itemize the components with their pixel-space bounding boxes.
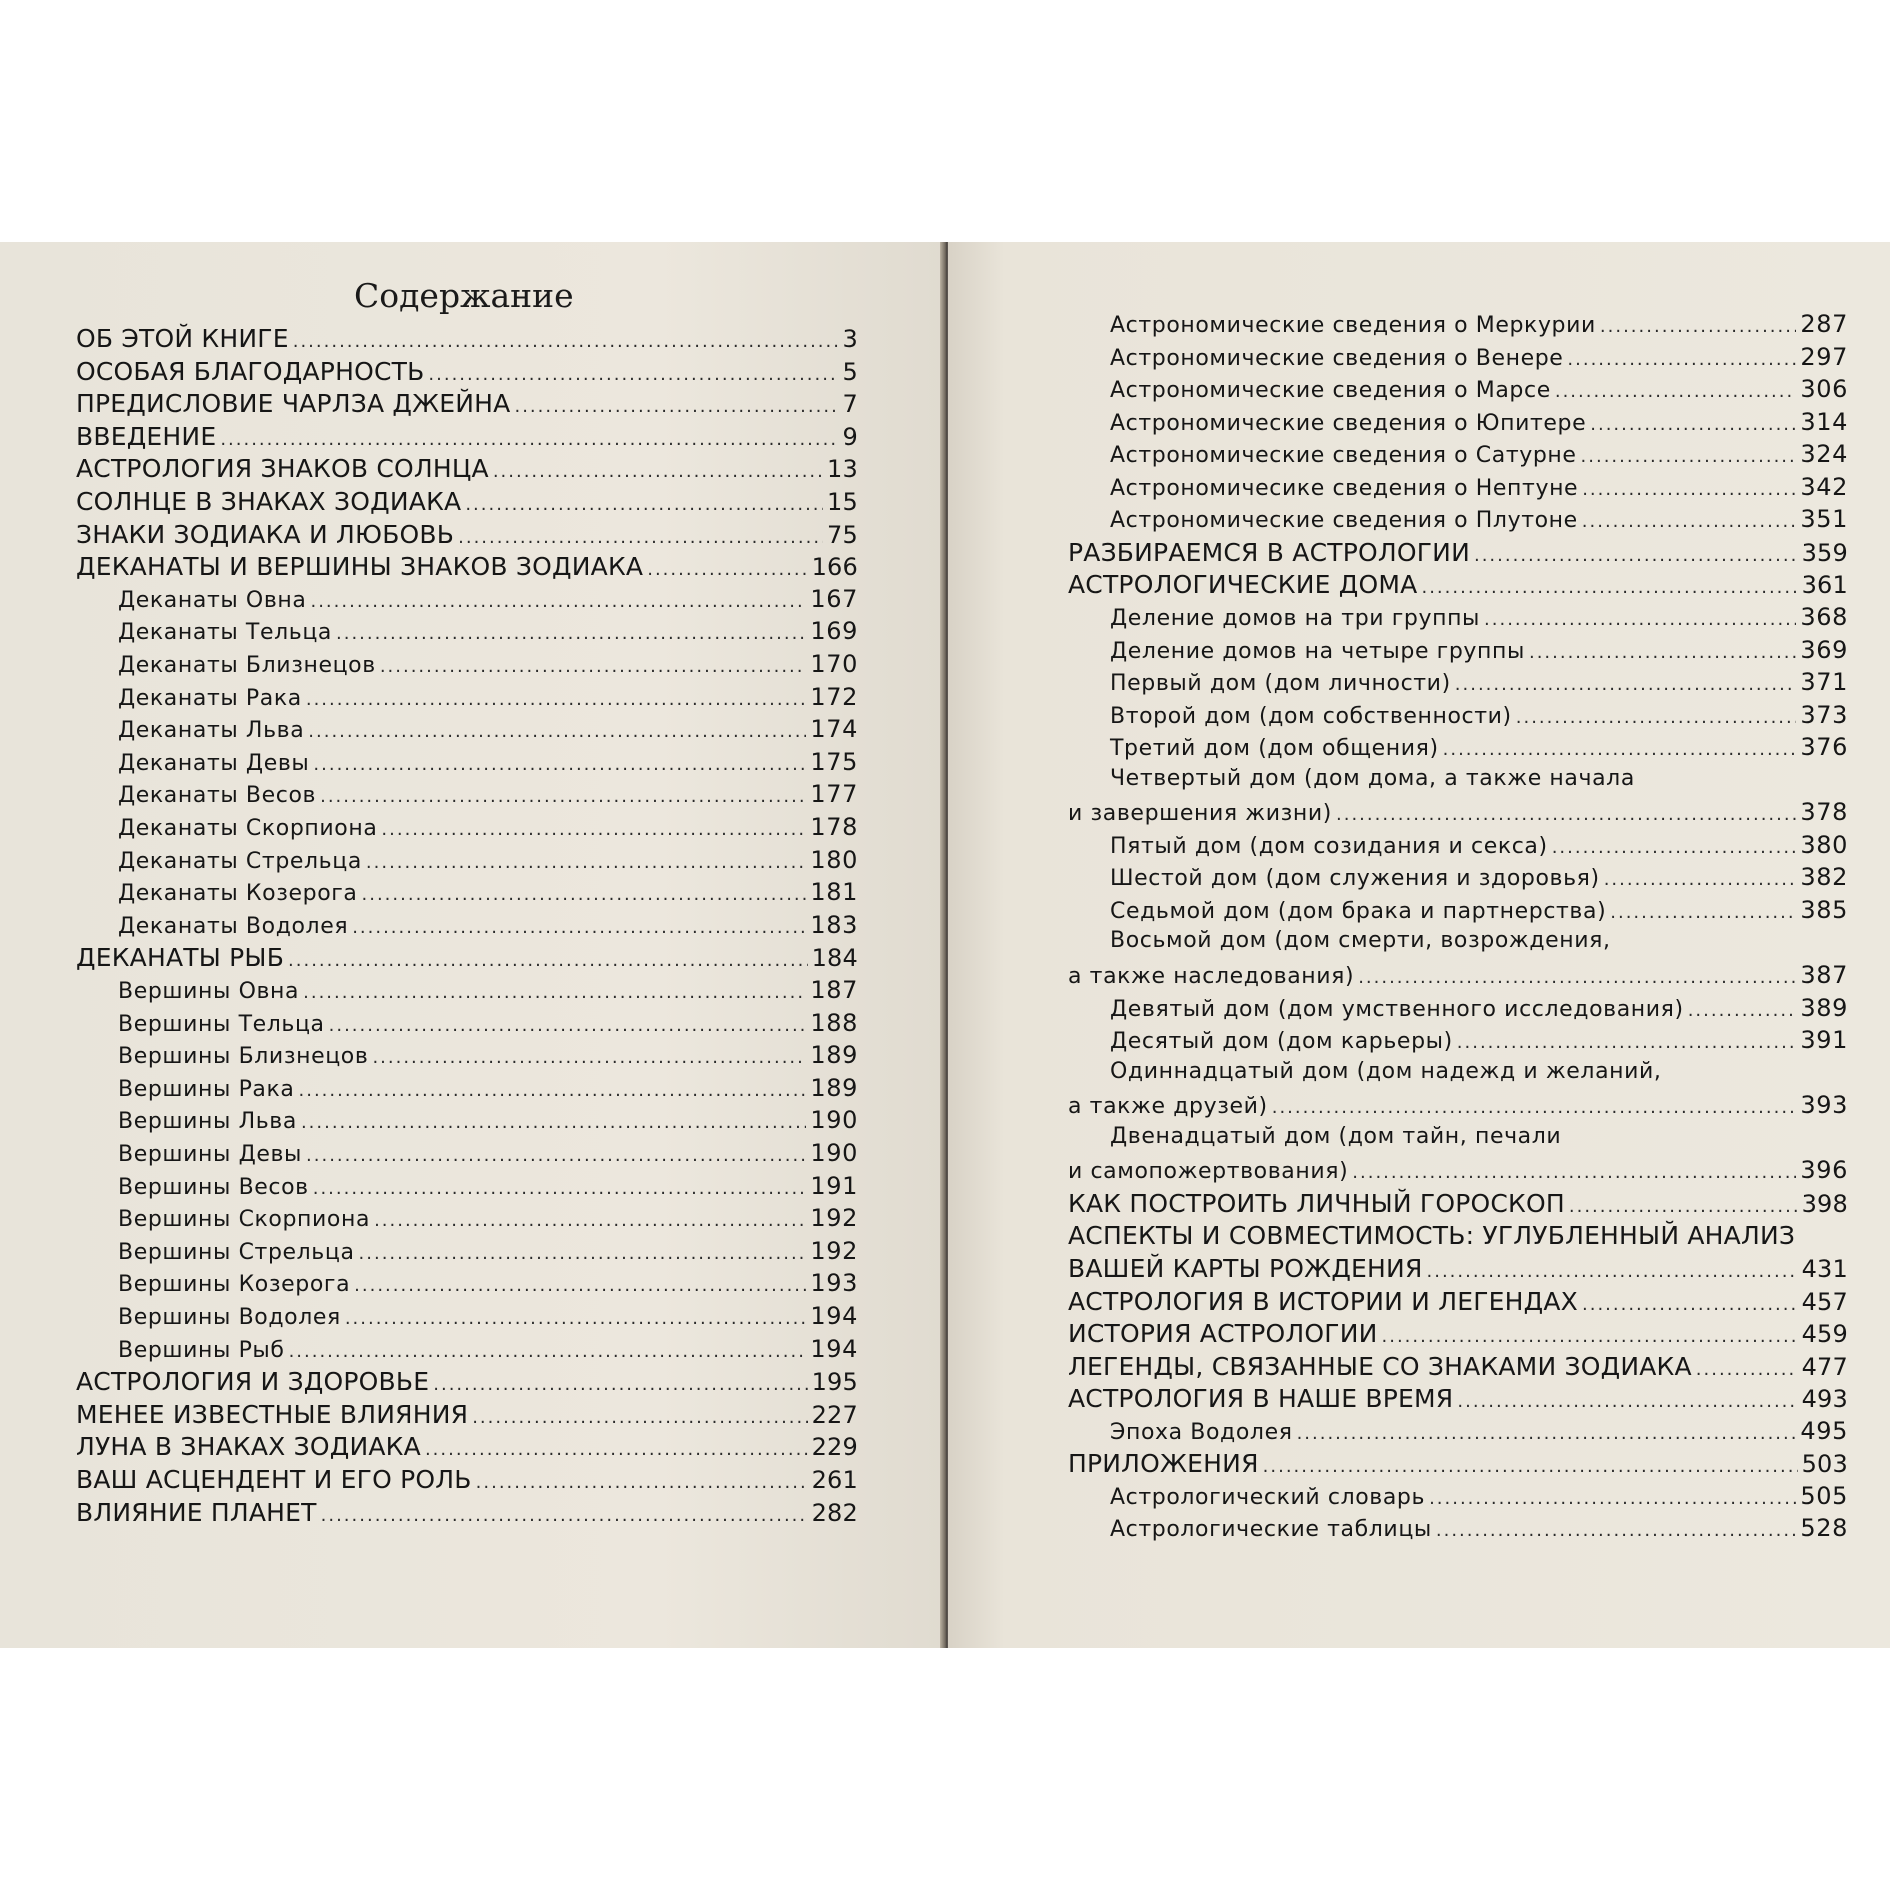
- dot-leader: [1569, 1196, 1798, 1217]
- toc-entry-page: 387: [1800, 961, 1848, 989]
- dot-leader: [359, 1243, 807, 1264]
- toc-entry-page: 189: [810, 1041, 858, 1070]
- toc-entry-title: Астрономичесике сведения о Нептуне: [1110, 475, 1579, 501]
- toc-entry-title: Астрономические сведения о Сатурне: [1110, 443, 1577, 469]
- toc-entry: [1068, 1287, 1848, 1319]
- toc-entry-title: Деканаты Рака: [118, 685, 302, 711]
- toc-entry-title: Астрономические сведения о Марсе: [1110, 378, 1551, 404]
- toc-entry: [118, 1139, 858, 1171]
- toc-entry-title: Вершины Весов: [118, 1174, 309, 1200]
- dot-leader: [1443, 739, 1797, 760]
- toc-entry: [1068, 1352, 1848, 1384]
- toc-entry-page: 188: [810, 1008, 858, 1037]
- toc-entry-title: Десятый дом (дом карьеры): [1110, 1029, 1453, 1055]
- toc-entry-title: АСТРОЛОГИЯ В НАШЕ ВРЕМЯ: [1068, 1384, 1454, 1414]
- toc-entry-page: 190: [810, 1106, 858, 1135]
- dot-leader: [1474, 545, 1798, 566]
- toc-entry: [1068, 538, 1848, 570]
- dot-leader: [301, 1112, 806, 1133]
- toc-entry: [76, 454, 858, 486]
- toc-entry-page: 495: [1800, 1416, 1848, 1445]
- dot-leader: [313, 1178, 807, 1199]
- toc-entry-title: Деление домов на четыре группы: [1110, 638, 1525, 664]
- toc-entry-page: 3: [842, 325, 858, 353]
- toc-entry-title: Вершины Водолея: [118, 1305, 341, 1330]
- toc-entry: [76, 1432, 858, 1464]
- dot-leader: [306, 689, 807, 710]
- toc-entry-page: 178: [810, 813, 858, 841]
- toc-entry-title: Деканаты Овна: [118, 587, 307, 613]
- toc-entry-page: 9: [842, 422, 858, 451]
- toc-entry: [1110, 473, 1848, 505]
- toc-entry: [76, 1498, 858, 1530]
- toc-entry: [76, 552, 858, 584]
- toc-entry: [118, 1237, 858, 1269]
- dot-leader: [1421, 577, 1797, 598]
- toc-entry-page: 373: [1800, 700, 1848, 729]
- dot-leader: [372, 1047, 806, 1068]
- toc-entry-page: 229: [811, 1433, 858, 1462]
- toc-entry: [1110, 928, 1848, 960]
- toc-entry-page: 187: [810, 976, 858, 1004]
- dot-leader: [1457, 1032, 1797, 1053]
- dot-leader: [458, 527, 823, 548]
- toc-entry-title: РАЗБИРАЕМСЯ В АСТРОЛОГИИ: [1068, 537, 1470, 567]
- toc-entry-title: Деканаты Козерога: [118, 881, 358, 907]
- dot-leader: [1581, 446, 1797, 467]
- toc-entry-title: Четвертый дом (дом дома, а также начала: [1110, 765, 1635, 791]
- toc-entry: [1110, 863, 1848, 895]
- toc-entry-title: Деление домов на три группы: [1110, 605, 1481, 631]
- dot-leader: [1610, 902, 1796, 923]
- dot-leader: [476, 1472, 808, 1493]
- toc-entry-title: Астрономические сведения о Меркурии: [1110, 313, 1596, 338]
- dot-leader: [362, 884, 807, 905]
- toc-entry-title: ВЛИЯНИЕ ПЛАНЕТ: [76, 1497, 317, 1527]
- toc-entry-title: и завершения жизни): [1068, 801, 1332, 827]
- dot-leader: [380, 656, 807, 677]
- dot-leader: [308, 721, 806, 742]
- toc-entry: [1110, 440, 1848, 472]
- toc-entry-title: Астрономические сведения о Плутоне: [1110, 508, 1578, 534]
- toc-entry-page: 459: [1801, 1320, 1848, 1349]
- dot-leader: [306, 1145, 806, 1166]
- book-spread: [0, 242, 1890, 1648]
- toc-entry-title: ЗНАКИ ЗОДИАКА И ЛЮБОВЬ: [76, 519, 455, 549]
- toc-entry: [76, 1465, 858, 1497]
- toc-entry-title: Эпоха Водолея: [1110, 1419, 1293, 1445]
- toc-entry-page: 306: [1800, 375, 1848, 404]
- toc-entry: [118, 617, 858, 649]
- toc-entry-page: 192: [810, 1204, 858, 1233]
- dot-leader: [381, 819, 806, 840]
- toc-entry: [1110, 701, 1848, 733]
- toc-entry: [118, 683, 858, 715]
- toc-entry-title: МЕНЕЕ ИЗВЕСТНЫЕ ВЛИЯНИЯ: [76, 1399, 469, 1429]
- toc-entry-page: 174: [810, 715, 858, 744]
- toc-entry-title: Астрологический словарь: [1110, 1484, 1426, 1510]
- toc-entry-title: Деканаты Скорпиона: [118, 816, 378, 841]
- toc-entry: [1068, 1449, 1848, 1481]
- toc-entry: [1068, 1091, 1848, 1123]
- toc-entry: [1110, 831, 1848, 863]
- toc-entry-page: 297: [1800, 342, 1848, 371]
- toc-entry: [1110, 603, 1848, 635]
- toc-entry-page: 190: [810, 1139, 858, 1167]
- toc-entry-title: ЛЕГЕНДЫ, СВЯЗАННЫЕ СО ЗНАКАМИ ЗОДИАКА: [1068, 1351, 1692, 1381]
- dot-leader: [1688, 1000, 1797, 1021]
- dot-leader: [1358, 967, 1796, 988]
- toc-entry: [118, 1074, 858, 1106]
- toc-entry: [76, 1400, 858, 1432]
- toc-entry-title: и самопожертвования): [1068, 1159, 1349, 1185]
- toc-entry-page: 385: [1800, 895, 1848, 924]
- dot-leader: [1696, 1359, 1798, 1380]
- toc-entry-page: 376: [1800, 733, 1848, 762]
- dot-leader: [1297, 1423, 1797, 1444]
- toc-entry-page: 5: [842, 357, 858, 386]
- toc-entry: [1110, 310, 1848, 342]
- toc-entry-title: ПРИЛОЖЕНИЯ: [1068, 1449, 1259, 1479]
- toc-entry-page: 287: [1800, 310, 1848, 338]
- toc-entry-page: 380: [1800, 830, 1848, 859]
- toc-entry-page: 477: [1801, 1352, 1848, 1381]
- dot-leader: [1555, 381, 1797, 402]
- dot-leader: [1567, 349, 1796, 370]
- toc-entry-page: 369: [1800, 635, 1848, 664]
- toc-entry-title: Деканаты Водолея: [118, 913, 349, 939]
- left-page: [0, 242, 944, 1648]
- toc-entry-page: 15: [827, 488, 858, 516]
- dot-leader: [1382, 1326, 1798, 1347]
- toc-entry: [1068, 1156, 1848, 1188]
- toc-entry: [118, 1302, 858, 1334]
- toc-entry-page: 169: [810, 617, 858, 646]
- toc-entry: [118, 846, 858, 878]
- dot-leader: [293, 331, 839, 352]
- toc-entry-title: а также друзей): [1068, 1094, 1268, 1120]
- toc-entry: [1110, 636, 1848, 668]
- toc-entry-page: 359: [1801, 538, 1848, 567]
- toc-entry: [118, 650, 858, 682]
- dot-leader: [1455, 674, 1797, 695]
- toc-entry: [1110, 1124, 1848, 1156]
- toc-entry: [76, 487, 858, 519]
- toc-entry-title: Вершины Стрельца: [118, 1239, 355, 1265]
- dot-leader: [472, 1407, 807, 1428]
- toc-entry-title: КАК ПОСТРОИТЬ ЛИЧНЫЙ ГОРОСКОП: [1068, 1188, 1565, 1218]
- toc-entry: [1110, 1514, 1848, 1546]
- toc-heading: Содержание: [354, 276, 574, 315]
- toc-entry-page: 389: [1800, 993, 1848, 1022]
- toc-entry-title: Деканаты Близнецов: [118, 653, 376, 678]
- dot-leader: [1427, 1261, 1798, 1282]
- toc-entry-page: 180: [810, 845, 858, 874]
- dot-leader: [366, 852, 806, 873]
- dot-leader: [1582, 511, 1797, 532]
- toc-entry-title: СОЛНЦЕ В ЗНАКАХ ЗОДИАКА: [76, 487, 462, 516]
- toc-entry: [1110, 1417, 1848, 1449]
- toc-entry-page: 457: [1801, 1287, 1848, 1316]
- toc-entry-page: 192: [810, 1236, 858, 1265]
- dot-leader: [352, 917, 806, 938]
- toc-entry-title: ОБ ЭТОЙ КНИГЕ: [76, 324, 289, 353]
- toc-entry: [76, 943, 858, 975]
- toc-entry-page: 13: [827, 455, 858, 484]
- toc-entry: [76, 357, 858, 389]
- toc-entry-page: 493: [1801, 1385, 1848, 1414]
- dot-leader: [1272, 1097, 1797, 1118]
- toc-entry: [118, 1041, 858, 1073]
- toc-entry-title: ПРЕДИСЛОВИЕ ЧАРЛЗА ДЖЕЙНА: [76, 389, 511, 419]
- toc-entry-page: 528: [1800, 1514, 1848, 1543]
- toc-entry-page: 7: [842, 390, 858, 419]
- toc-entry-title: Вершины Рака: [118, 1076, 295, 1102]
- dot-leader: [1336, 804, 1796, 825]
- toc-entry-page: 261: [811, 1466, 858, 1494]
- dot-leader: [374, 1210, 806, 1231]
- toc-entry-page: 189: [810, 1073, 858, 1102]
- dot-leader: [1352, 1162, 1796, 1183]
- toc-entry: [1110, 408, 1848, 440]
- dot-leader: [514, 396, 838, 417]
- dot-leader: [320, 786, 806, 807]
- toc-entry: [76, 389, 858, 421]
- toc-entry: [1110, 343, 1848, 375]
- toc-entry: [76, 422, 858, 454]
- toc-entry-page: 324: [1800, 440, 1848, 469]
- toc-entry: [1068, 1319, 1848, 1351]
- dot-leader: [1600, 316, 1796, 337]
- dot-leader: [1436, 1520, 1797, 1541]
- toc-entry: [1068, 1221, 1848, 1253]
- toc-entry: [1110, 668, 1848, 700]
- toc-entry: [1110, 733, 1848, 765]
- dot-leader: [425, 1439, 808, 1460]
- dot-leader: [428, 364, 838, 385]
- toc-entry-title: ЛУНА В ЗНАКАХ ЗОДИАКА: [76, 1432, 421, 1462]
- toc-entry-page: 396: [1800, 1156, 1848, 1185]
- toc-entry-page: 177: [810, 780, 858, 809]
- toc-entry: [118, 1106, 858, 1138]
- dot-leader: [329, 1015, 807, 1036]
- toc-entry-page: 194: [810, 1302, 858, 1330]
- toc-entry-page: 184: [811, 944, 858, 973]
- toc-entry-title: ОСОБАЯ БЛАГОДАРНОСТЬ: [76, 356, 425, 386]
- dot-leader: [299, 1080, 807, 1101]
- toc-entry-page: 382: [1800, 863, 1848, 892]
- toc-entry-title: Пятый дом (дом созидания и секса): [1110, 833, 1548, 859]
- toc-entry: [118, 813, 858, 845]
- toc-entry-title: АСТРОЛОГИЧЕСКИЕ ДОМА: [1068, 570, 1418, 600]
- toc-entry: [1068, 1189, 1848, 1221]
- toc-entry-title: Вершины Девы: [118, 1142, 303, 1167]
- dot-leader: [1516, 707, 1797, 728]
- toc-entry-title: Астрономические сведения о Юпитере: [1110, 410, 1587, 436]
- toc-entry-page: 391: [1800, 1026, 1848, 1055]
- toc-entry: [118, 1009, 858, 1041]
- toc-entry: [118, 585, 858, 617]
- right-page: [948, 242, 1890, 1648]
- dot-leader: [493, 461, 823, 482]
- toc-entry-title: Седьмой дом (дом брака и партнерства): [1110, 898, 1607, 924]
- toc-entry: [1068, 798, 1848, 830]
- toc-entry-title: Вершины Овна: [118, 979, 300, 1004]
- dot-leader: [1604, 869, 1797, 890]
- toc-entry-title: Вершины Козерога: [118, 1272, 351, 1298]
- dot-leader: [1457, 1391, 1797, 1412]
- toc-entry: [118, 715, 858, 747]
- toc-entry-title: Деканаты Льва: [118, 718, 305, 744]
- toc-entry-title: Двенадцатый дом (дом тайн, печали: [1110, 1123, 1562, 1149]
- toc-entry: [1068, 961, 1848, 993]
- toc-entry: [1068, 570, 1848, 602]
- toc-entry-page: 398: [1801, 1189, 1848, 1218]
- toc-entry-page: 75: [827, 520, 858, 549]
- toc-entry-title: Деканаты Стрельца: [118, 848, 362, 874]
- toc-entry-title: АСПЕКТЫ И СОВМЕСТИМОСТЬ: УГЛУБЛЕННЫЙ АНАЛИЗ: [1068, 1221, 1796, 1251]
- toc-entry: [1110, 1482, 1848, 1514]
- toc-entry-page: 166: [811, 553, 858, 582]
- toc-entry-page: 378: [1800, 798, 1848, 827]
- toc-entry-page: 342: [1800, 472, 1848, 501]
- dot-leader: [1582, 479, 1796, 500]
- toc-entry-title: АСТРОЛОГИЯ ЗНАКОВ СОЛНЦА: [76, 454, 489, 484]
- toc-entry-title: Астрологические таблицы: [1110, 1517, 1432, 1543]
- toc-entry: [76, 324, 858, 356]
- toc-entry-title: ДЕКАНАТЫ РЫБ: [76, 943, 285, 973]
- toc-entry-title: Астрономические сведения о Венере: [1110, 345, 1564, 371]
- toc-entry-title: Деканаты Весов: [118, 783, 317, 809]
- dot-leader: [1582, 1294, 1798, 1315]
- toc-entry-page: 431: [1801, 1254, 1848, 1283]
- toc-entry-page: 170: [810, 650, 858, 678]
- toc-entry-page: 371: [1800, 668, 1848, 697]
- dot-leader: [354, 1275, 806, 1296]
- toc-entry-title: ВВЕДЕНИЕ: [76, 421, 217, 451]
- toc-entry: [118, 780, 858, 812]
- toc-entry-title: АСТРОЛОГИЯ И ЗДОРОВЬЕ: [76, 1367, 430, 1397]
- toc-entry-page: 368: [1800, 602, 1848, 631]
- toc-entry-title: Девятый дом (дом умственного исследования): [1110, 996, 1684, 1022]
- dot-leader: [1484, 609, 1796, 630]
- toc-entry: [1110, 1059, 1848, 1091]
- toc-entry-title: Вершины Скорпиона: [118, 1207, 371, 1233]
- toc-entry: [118, 878, 858, 910]
- toc-entry-title: Первый дом (дом личности): [1110, 671, 1451, 697]
- toc-entry: [1110, 375, 1848, 407]
- dot-leader: [303, 982, 806, 1003]
- toc-entry: [118, 748, 858, 780]
- toc-entry-page: 183: [810, 910, 858, 939]
- toc-entry-title: Вершины Льва: [118, 1109, 297, 1135]
- dot-leader: [465, 494, 823, 515]
- toc-entry-page: 361: [1801, 571, 1848, 600]
- toc-entry: [76, 1367, 858, 1399]
- toc-entry-page: 195: [811, 1368, 858, 1397]
- toc-entry-title: Одиннадцатый дом (дом надежд и желаний,: [1110, 1058, 1662, 1084]
- dot-leader: [1590, 414, 1796, 435]
- dot-leader: [1429, 1488, 1796, 1509]
- toc-entry: [118, 1335, 858, 1367]
- toc-entry-page: 282: [811, 1498, 858, 1527]
- dot-leader: [1263, 1456, 1798, 1477]
- toc-entry: [1110, 505, 1848, 537]
- dot-leader: [1552, 837, 1797, 858]
- toc-entry-page: 314: [1800, 407, 1848, 436]
- dot-leader: [289, 1341, 807, 1362]
- toc-entry-title: а также наследования): [1068, 964, 1355, 989]
- dot-leader: [310, 591, 806, 612]
- toc-entry-page: 181: [810, 878, 858, 907]
- toc-entry: [1068, 1384, 1848, 1416]
- toc-entry-page: 505: [1800, 1481, 1848, 1510]
- toc-entry-title: АСТРОЛОГИЯ В ИСТОРИИ И ЛЕГЕНДАХ: [1068, 1286, 1578, 1316]
- dot-leader: [336, 623, 806, 644]
- toc-entry-page: 351: [1800, 505, 1848, 534]
- dot-leader: [313, 754, 806, 775]
- dot-leader: [345, 1308, 807, 1329]
- toc-entry: [1110, 1026, 1848, 1058]
- toc-entry-page: 191: [810, 1171, 858, 1200]
- toc-entry: [118, 1204, 858, 1236]
- toc-entry-title: Вершины Близнецов: [118, 1044, 369, 1070]
- toc-entry: [1110, 896, 1848, 928]
- dot-leader: [1529, 642, 1796, 663]
- toc-entry-title: ВАШЕЙ КАРТЫ РОЖДЕНИЯ: [1068, 1253, 1423, 1283]
- toc-entry-page: 503: [1801, 1450, 1848, 1479]
- toc-entry: [1068, 1254, 1848, 1286]
- toc-entry: [118, 976, 858, 1008]
- toc-entry-page: 393: [1800, 1091, 1848, 1120]
- toc-entry-title: Восьмой дом (дом смерти, возрождения,: [1110, 928, 1611, 954]
- toc-entry: [118, 911, 858, 943]
- dot-leader: [220, 429, 838, 450]
- toc-entry-title: Шестой дом (дом служения и здоровья): [1110, 866, 1600, 892]
- toc-entry: [1110, 994, 1848, 1026]
- toc-entry-page: 194: [810, 1334, 858, 1363]
- toc-entry-title: ИСТОРИЯ АСТРОЛОГИИ: [1068, 1319, 1378, 1349]
- dot-leader: [288, 950, 808, 971]
- toc-entry-page: 227: [811, 1400, 858, 1429]
- toc-entry-title: ВАШ АСЦЕНДЕНТ И ЕГО РОЛЬ: [76, 1465, 472, 1494]
- toc-entry-title: Вершины Рыб: [118, 1337, 285, 1363]
- toc-entry-page: 167: [810, 584, 858, 613]
- toc-entry-page: 175: [810, 747, 858, 776]
- toc-entry-title: Второй дом (дом собственности): [1110, 703, 1512, 729]
- toc-entry-page: 172: [810, 682, 858, 711]
- toc-entry-title: Третий дом (дом общения): [1110, 736, 1439, 762]
- toc-entry: [118, 1172, 858, 1204]
- toc-entry: [76, 520, 858, 552]
- toc-entry: [1110, 766, 1848, 798]
- toc-entry-page: 193: [810, 1269, 858, 1298]
- toc-entry-title: Вершины Тельца: [118, 1011, 325, 1037]
- toc-entry: [118, 1269, 858, 1301]
- toc-entry-title: Деканаты Тельца: [118, 620, 332, 646]
- dot-leader: [433, 1374, 807, 1395]
- toc-entry-title: Деканаты Девы: [118, 750, 310, 776]
- dot-leader: [321, 1505, 808, 1526]
- dot-leader: [647, 559, 807, 580]
- toc-entry-title: ДЕКАНАТЫ И ВЕРШИНЫ ЗНАКОВ ЗОДИАКА: [76, 552, 644, 582]
